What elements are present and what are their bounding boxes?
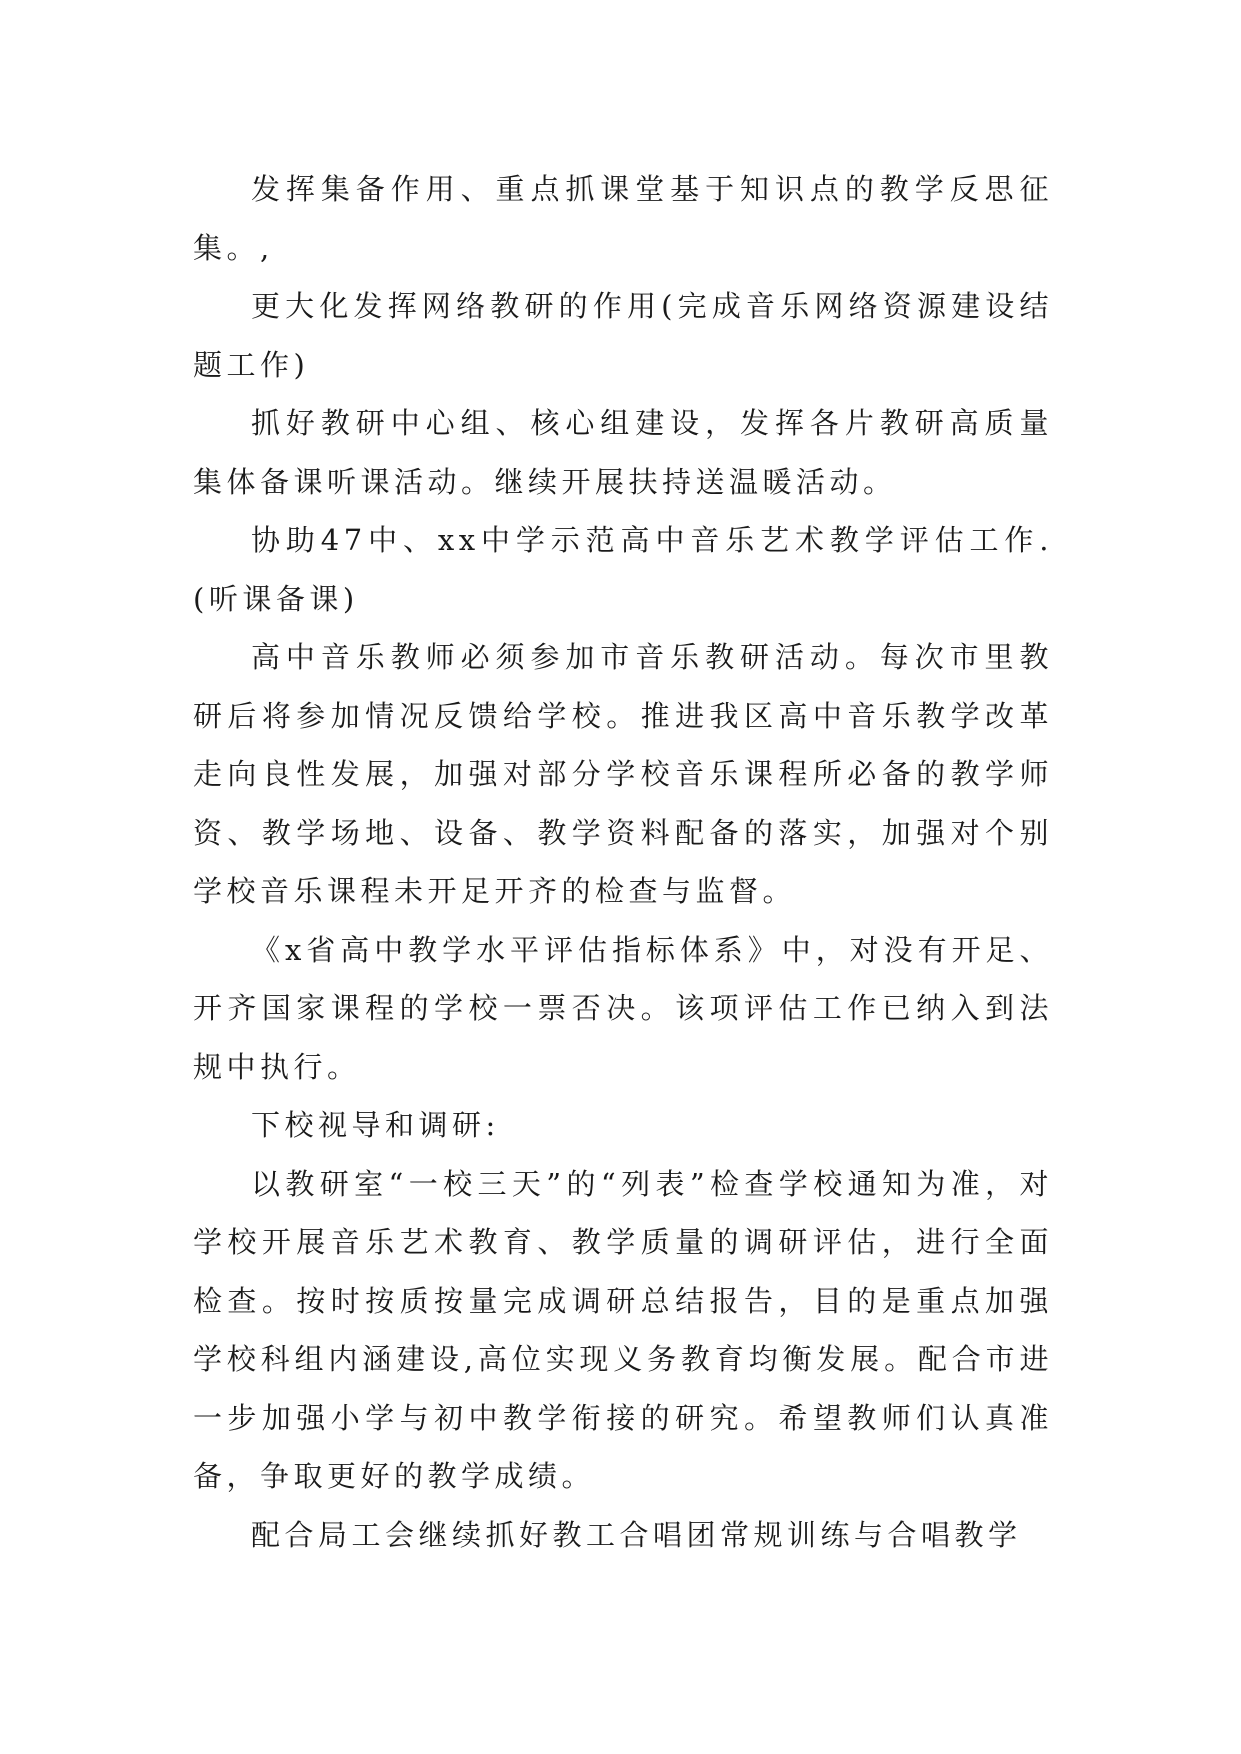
paragraph-8: 以教研室“一校三天”的“列表”检查学校通知为准，对学校开展音乐艺术教育、教学质量的调研评估，进行全面检查。按时按质按量完成调研总结报告，目的是重点加强学校科组内涵建设,高位实现义务教育均衡发展。配合市进一步加强小学与初中教学衔接的研究。希望教师们认真准备，争取更好的教学成绩。: [193, 1166, 1053, 1493]
paragraph-1: 发挥集备作用、重点抓课堂基于知识点的教学反思征集。,: [193, 172, 1053, 265]
paragraph-5: 高中音乐教师必须参加市音乐教研活动。每次市里教研后将参加情况反馈给学校。推进我区高中音乐教学改革走向良性发展，加强对部分学校音乐课程所必备的教学师资、教学场地、设备、教学资料配备的落实，加强对个别学校音乐课程未开足开齐的检查与监督。: [193, 640, 1053, 908]
paragraph-6: 《x省高中教学水平评估指标体系》中，对没有开足、开齐国家课程的学校一票否决。该项评估工作已纳入到法规中执行。: [193, 932, 1053, 1084]
paragraph-4: 协助47中、xx中学示范高中音乐艺术教学评估工作.(听课备课): [193, 523, 1053, 616]
paragraph-3: 抓好教研中心组、核心组建设，发挥各片教研高质量集体备课听课活动。继续开展扶持送温暖活动。: [193, 406, 1053, 499]
paragraph-9: 配合局工会继续抓好教工合唱团常规训练与合唱教学: [251, 1517, 1022, 1552]
document-page: [193, 160, 1053, 1564]
paragraph-7: 下校视导和调研:: [251, 1108, 500, 1142]
paragraph-2: 更大化发挥网络教研的作用(完成音乐网络资源建设结题工作): [193, 289, 1053, 382]
